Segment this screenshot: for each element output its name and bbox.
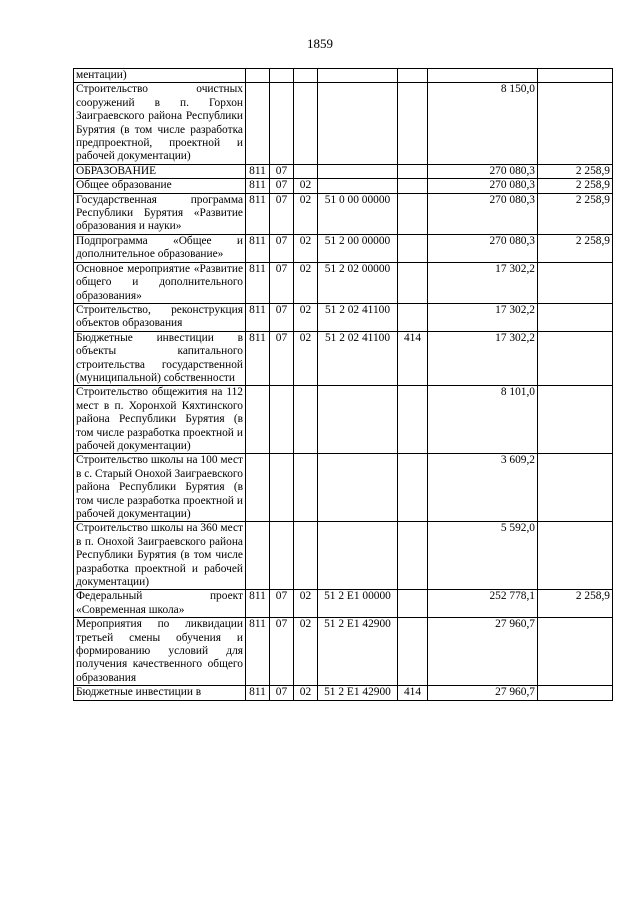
subsection-code-cell: 02: [294, 686, 318, 700]
budget-table-body: [74, 69, 613, 701]
target-article-cell: [318, 454, 398, 522]
target-article-cell: [318, 386, 398, 454]
section-code-cell: [270, 83, 294, 164]
amount-cell: [428, 69, 538, 83]
amount-cell: 270 080,3: [428, 234, 538, 262]
subsection-code-cell: [294, 164, 318, 178]
table-row: [74, 590, 613, 618]
federal-amount-cell: 2 258,9: [538, 590, 613, 618]
subsection-code-cell: 02: [294, 618, 318, 686]
federal-amount-cell: [538, 262, 613, 303]
subsection-code-cell: 02: [294, 262, 318, 303]
ministry-code-cell: 811: [246, 331, 270, 386]
row-name-cell: Строительство школы на 100 мест в с. Старый Онохой Заиграевского района Республики Бурятия (в том числе разработка проектной и рабочей документации): [74, 454, 246, 522]
section-code-cell: 07: [270, 590, 294, 618]
row-name-cell: Общее образование: [74, 179, 246, 193]
federal-amount-cell: 2 258,9: [538, 234, 613, 262]
expense-type-cell: [398, 454, 428, 522]
amount-cell: 17 302,2: [428, 331, 538, 386]
amount-cell: 3 609,2: [428, 454, 538, 522]
section-code-cell: 07: [270, 331, 294, 386]
target-article-cell: 51 2 02 41100: [318, 303, 398, 331]
table-row: [74, 454, 613, 522]
section-code-cell: [270, 522, 294, 590]
row-name-cell: Государственная программа Республики Бурятия «Развитие образования и науки»: [74, 193, 246, 234]
subsection-code-cell: [294, 69, 318, 83]
page-number: 1859: [307, 36, 333, 51]
ministry-code-cell: 811: [246, 164, 270, 178]
row-name-cell: ОБРАЗОВАНИЕ: [74, 164, 246, 178]
ministry-code-cell: [246, 386, 270, 454]
section-code-cell: 07: [270, 686, 294, 700]
amount-cell: 252 778,1: [428, 590, 538, 618]
table-row: [74, 193, 613, 234]
amount-cell: 5 592,0: [428, 522, 538, 590]
subsection-code-cell: [294, 522, 318, 590]
ministry-code-cell: [246, 454, 270, 522]
section-code-cell: [270, 386, 294, 454]
federal-amount-cell: 2 258,9: [538, 179, 613, 193]
row-name-cell: Строительство очистных сооружений в п. Горхон Заиграевского района Республики Бурятия (в том числе разработка предпроектной, проектной и рабочей документации): [74, 83, 246, 164]
section-code-cell: 07: [270, 618, 294, 686]
table-row: [74, 262, 613, 303]
expense-type-cell: [398, 234, 428, 262]
section-code-cell: [270, 454, 294, 522]
table-row: [74, 618, 613, 686]
section-code-cell: 07: [270, 179, 294, 193]
section-code-cell: 07: [270, 303, 294, 331]
target-article-cell: 51 2 Е1 00000: [318, 590, 398, 618]
table-row: [74, 69, 613, 83]
expense-type-cell: [398, 179, 428, 193]
ministry-code-cell: 811: [246, 262, 270, 303]
table-row: [74, 522, 613, 590]
target-article-cell: 51 2 Е1 42900: [318, 686, 398, 700]
budget-table: [73, 68, 613, 701]
target-article-cell: [318, 164, 398, 178]
amount-cell: 8 101,0: [428, 386, 538, 454]
ministry-code-cell: 811: [246, 234, 270, 262]
expense-type-cell: [398, 618, 428, 686]
federal-amount-cell: [538, 618, 613, 686]
expense-type-cell: [398, 69, 428, 83]
row-name-cell: Подпрограмма «Общее и дополнительное образование»: [74, 234, 246, 262]
row-name-cell: Строительство общежития на 112 мест в п. Хоронхой Кяхтинского района Республики Бурятия (в том числе разработка проектной и рабочей документации): [74, 386, 246, 454]
target-article-cell: 51 0 00 00000: [318, 193, 398, 234]
target-article-cell: [318, 69, 398, 83]
table-row: [74, 686, 613, 700]
amount-cell: 17 302,2: [428, 303, 538, 331]
target-article-cell: [318, 83, 398, 164]
federal-amount-cell: [538, 83, 613, 164]
federal-amount-cell: 2 258,9: [538, 164, 613, 178]
subsection-code-cell: 02: [294, 303, 318, 331]
target-article-cell: 51 2 Е1 42900: [318, 618, 398, 686]
ministry-code-cell: 811: [246, 193, 270, 234]
section-code-cell: [270, 69, 294, 83]
ministry-code-cell: 811: [246, 590, 270, 618]
federal-amount-cell: [538, 69, 613, 83]
row-name-cell: Строительство школы на 360 мест в п. Онохой Заиграевского района Республики Бурятия (в том числе разработка проектной и рабочей документации): [74, 522, 246, 590]
federal-amount-cell: [538, 522, 613, 590]
ministry-code-cell: [246, 69, 270, 83]
subsection-code-cell: 02: [294, 331, 318, 386]
ministry-code-cell: [246, 83, 270, 164]
federal-amount-cell: [538, 331, 613, 386]
table-row: [74, 179, 613, 193]
section-code-cell: 07: [270, 262, 294, 303]
ministry-code-cell: 811: [246, 686, 270, 700]
subsection-code-cell: [294, 83, 318, 164]
amount-cell: 270 080,3: [428, 164, 538, 178]
subsection-code-cell: [294, 454, 318, 522]
target-article-cell: 51 2 02 00000: [318, 262, 398, 303]
federal-amount-cell: 2 258,9: [538, 193, 613, 234]
row-name-cell: Федеральный проект «Современная школа»: [74, 590, 246, 618]
expense-type-cell: [398, 193, 428, 234]
table-row: [74, 234, 613, 262]
target-article-cell: [318, 179, 398, 193]
amount-cell: 27 960,7: [428, 686, 538, 700]
subsection-code-cell: 02: [294, 179, 318, 193]
target-article-cell: 51 2 00 00000: [318, 234, 398, 262]
federal-amount-cell: [538, 686, 613, 700]
subsection-code-cell: 02: [294, 590, 318, 618]
subsection-code-cell: 02: [294, 234, 318, 262]
ministry-code-cell: 811: [246, 618, 270, 686]
amount-cell: 270 080,3: [428, 179, 538, 193]
table-row: [74, 83, 613, 164]
amount-cell: 270 080,3: [428, 193, 538, 234]
federal-amount-cell: [538, 454, 613, 522]
table-row: [74, 386, 613, 454]
row-name-cell: Мероприятия по ликвидации третьей смены обучения и формированию условий для получения качественного общего образования: [74, 618, 246, 686]
federal-amount-cell: [538, 303, 613, 331]
amount-cell: 27 960,7: [428, 618, 538, 686]
row-name-cell: ментации): [74, 69, 246, 83]
amount-cell: 8 150,0: [428, 83, 538, 164]
ministry-code-cell: 811: [246, 303, 270, 331]
row-name-cell: Основное мероприятие «Развитие общего и дополнительного образования»: [74, 262, 246, 303]
target-article-cell: [318, 522, 398, 590]
expense-type-cell: [398, 164, 428, 178]
expense-type-cell: 414: [398, 331, 428, 386]
table-row: [74, 303, 613, 331]
table-row: [74, 331, 613, 386]
section-code-cell: 07: [270, 234, 294, 262]
expense-type-cell: [398, 262, 428, 303]
expense-type-cell: 414: [398, 686, 428, 700]
expense-type-cell: [398, 83, 428, 164]
section-code-cell: 07: [270, 164, 294, 178]
expense-type-cell: [398, 590, 428, 618]
expense-type-cell: [398, 522, 428, 590]
ministry-code-cell: [246, 522, 270, 590]
row-name-cell: Строительство, реконструкция объектов образования: [74, 303, 246, 331]
table-row: [74, 164, 613, 178]
subsection-code-cell: [294, 386, 318, 454]
row-name-cell: Бюджетные инвестиции в объекты капитального строительства государственной (муниципальной) собственности: [74, 331, 246, 386]
expense-type-cell: [398, 386, 428, 454]
row-name-cell: Бюджетные инвестиции в: [74, 686, 246, 700]
amount-cell: 17 302,2: [428, 262, 538, 303]
federal-amount-cell: [538, 386, 613, 454]
expense-type-cell: [398, 303, 428, 331]
section-code-cell: 07: [270, 193, 294, 234]
subsection-code-cell: 02: [294, 193, 318, 234]
target-article-cell: 51 2 02 41100: [318, 331, 398, 386]
ministry-code-cell: 811: [246, 179, 270, 193]
